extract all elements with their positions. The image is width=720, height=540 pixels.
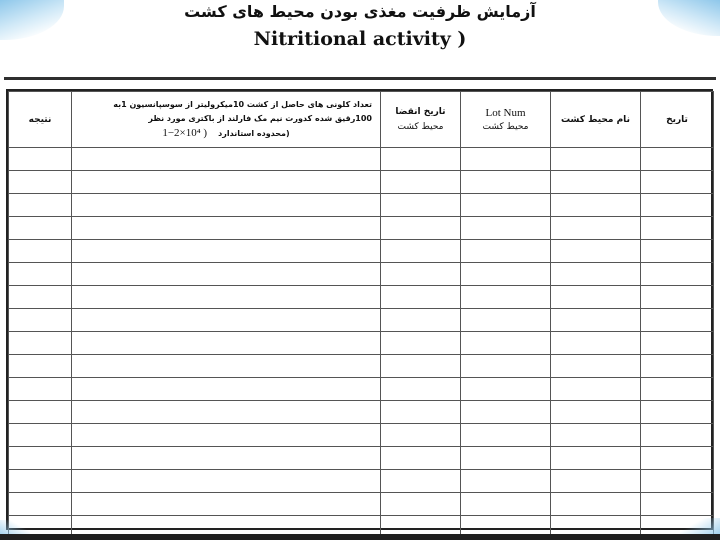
header-colony-range — [80, 126, 372, 141]
cell-colony-count[interactable] — [72, 194, 381, 217]
cell-result[interactable] — [9, 401, 72, 424]
cell-result[interactable] — [9, 378, 72, 401]
cell-lot-number[interactable] — [461, 355, 551, 378]
cell-colony-count[interactable] — [72, 240, 381, 263]
header-colony-line2: 100رقیق شده کدورت نیم مک فارلند از باکتری مورد نظر — [148, 114, 372, 123]
table-row — [9, 217, 714, 240]
cell-lot-number[interactable] — [461, 401, 551, 424]
table-row — [9, 424, 714, 447]
cell-colony-count[interactable] — [72, 309, 381, 332]
header-medium-name — [551, 92, 641, 148]
cell-lot-number[interactable] — [461, 470, 551, 493]
cell-medium-name[interactable] — [551, 286, 641, 309]
table-row — [9, 401, 714, 424]
cell-colony-count[interactable] — [72, 332, 381, 355]
table-row — [9, 286, 714, 309]
cell-date[interactable] — [641, 309, 714, 332]
cell-expiry-date[interactable] — [381, 240, 461, 263]
cell-lot-number[interactable] — [461, 447, 551, 470]
cell-result[interactable] — [9, 263, 72, 286]
cell-colony-count[interactable] — [72, 447, 381, 470]
header-colony-line1: تعداد کلونی های حاصل از کشت 10میکرولیتر از سوسپانسیون 1به — [113, 100, 372, 109]
table-row — [9, 332, 714, 355]
header-lot-line2: محیط کشت — [482, 121, 529, 132]
cell-medium-name[interactable] — [551, 401, 641, 424]
cell-expiry-date[interactable] — [381, 148, 461, 171]
cell-lot-number[interactable] — [461, 171, 551, 194]
cell-result[interactable] — [9, 217, 72, 240]
header-colony-count — [72, 92, 381, 148]
cell-date[interactable] — [641, 217, 714, 240]
form-table-frame — [6, 89, 713, 530]
cell-expiry-date[interactable] — [381, 286, 461, 309]
cell-expiry-date[interactable] — [381, 493, 461, 516]
cell-medium-name[interactable] — [551, 171, 641, 194]
cell-expiry-date[interactable] — [381, 447, 461, 470]
table-row — [9, 378, 714, 401]
cell-colony-count[interactable] — [72, 171, 381, 194]
cell-date[interactable] — [641, 355, 714, 378]
cell-expiry-date[interactable] — [381, 171, 461, 194]
nutritional-activity-table — [8, 91, 714, 539]
cell-date[interactable] — [641, 447, 714, 470]
cell-date[interactable] — [641, 148, 714, 171]
cell-colony-count[interactable] — [72, 470, 381, 493]
cell-date[interactable] — [641, 401, 714, 424]
cell-medium-name[interactable] — [551, 447, 641, 470]
cell-colony-count[interactable] — [72, 148, 381, 171]
table-row — [9, 309, 714, 332]
cell-expiry-date[interactable] — [381, 424, 461, 447]
cell-lot-number[interactable] — [461, 378, 551, 401]
cell-date[interactable] — [641, 332, 714, 355]
cell-medium-name[interactable] — [551, 309, 641, 332]
cell-lot-number[interactable] — [461, 332, 551, 355]
cell-date[interactable] — [641, 194, 714, 217]
cell-date[interactable] — [641, 470, 714, 493]
table-row — [9, 355, 714, 378]
cell-date[interactable] — [641, 240, 714, 263]
cell-result[interactable] — [9, 447, 72, 470]
cell-result[interactable] — [9, 194, 72, 217]
cell-medium-name[interactable] — [551, 332, 641, 355]
header-medium-name-label: نام محیط کشت — [561, 114, 630, 125]
cell-result[interactable] — [9, 286, 72, 309]
cell-lot-number[interactable] — [461, 309, 551, 332]
bottom-bar — [0, 534, 720, 540]
header-row — [9, 92, 714, 148]
cell-expiry-date[interactable] — [381, 470, 461, 493]
cell-lot-number[interactable] — [461, 240, 551, 263]
cell-result[interactable] — [9, 309, 72, 332]
table-row — [9, 447, 714, 470]
cell-result[interactable] — [9, 171, 72, 194]
cell-medium-name[interactable] — [551, 217, 641, 240]
header-lot-number — [461, 92, 551, 148]
cell-expiry-date[interactable] — [381, 401, 461, 424]
cell-medium-name[interactable] — [551, 240, 641, 263]
cell-medium-name[interactable] — [551, 263, 641, 286]
header-date — [641, 92, 714, 148]
cell-result[interactable] — [9, 493, 72, 516]
cell-colony-count[interactable] — [72, 355, 381, 378]
cell-colony-count[interactable] — [72, 493, 381, 516]
cell-colony-count[interactable] — [72, 401, 381, 424]
cell-medium-name[interactable] — [551, 355, 641, 378]
cell-medium-name[interactable] — [551, 378, 641, 401]
cell-medium-name[interactable] — [551, 493, 641, 516]
header-date-label: تاریخ — [666, 114, 688, 125]
cell-result[interactable] — [9, 240, 72, 263]
cell-date[interactable] — [641, 424, 714, 447]
cell-expiry-date[interactable] — [381, 332, 461, 355]
cell-expiry-date[interactable] — [381, 378, 461, 401]
cell-expiry-date[interactable] — [381, 194, 461, 217]
cell-colony-count[interactable] — [72, 424, 381, 447]
cell-colony-count[interactable] — [72, 263, 381, 286]
cell-medium-name[interactable] — [551, 148, 641, 171]
header-result — [9, 92, 72, 148]
table-row — [9, 263, 714, 286]
cell-lot-number[interactable] — [461, 148, 551, 171]
cell-result[interactable] — [9, 332, 72, 355]
cell-medium-name[interactable] — [551, 424, 641, 447]
cell-colony-count[interactable] — [72, 217, 381, 240]
header-colony-range-label: (محدوده استاندارد — [218, 129, 290, 138]
cell-expiry-date[interactable] — [381, 309, 461, 332]
cell-colony-count[interactable] — [72, 378, 381, 401]
cell-lot-number[interactable] — [461, 493, 551, 516]
title-persian: آزمایش ظرفیت مغذی بودن محیط های کشت — [184, 2, 536, 21]
cell-date[interactable] — [641, 378, 714, 401]
header-expiry-date — [381, 92, 461, 148]
cell-colony-count[interactable] — [72, 286, 381, 309]
title-english: Nitritional activity ) — [253, 28, 467, 50]
table-row — [9, 240, 714, 263]
cell-lot-number[interactable] — [461, 286, 551, 309]
cell-result[interactable] — [9, 148, 72, 171]
cell-date[interactable] — [641, 263, 714, 286]
cell-lot-number[interactable] — [461, 194, 551, 217]
header-expiry-line2: محیط کشت — [397, 121, 444, 132]
cell-lot-number[interactable] — [461, 424, 551, 447]
table-row — [9, 493, 714, 516]
header-colony-range-formula: 1−2×10⁴ ) — [162, 127, 207, 139]
cell-date[interactable] — [641, 286, 714, 309]
cell-medium-name[interactable] — [551, 470, 641, 493]
cell-result[interactable] — [9, 424, 72, 447]
table-row — [9, 171, 714, 194]
cell-result[interactable] — [9, 355, 72, 378]
header-result-label: نتیجه — [28, 114, 52, 125]
table-row — [9, 148, 714, 171]
cell-expiry-date[interactable] — [381, 355, 461, 378]
cell-date[interactable] — [641, 493, 714, 516]
header-expiry-line1: تاریخ انقضا — [395, 106, 446, 117]
header-lot-line1: Lot Num — [485, 106, 526, 119]
cell-lot-number[interactable] — [461, 263, 551, 286]
table-row — [9, 470, 714, 493]
cell-result[interactable] — [9, 470, 72, 493]
cell-date[interactable] — [641, 171, 714, 194]
table-row — [9, 194, 714, 217]
table-body — [9, 148, 714, 539]
cell-expiry-date[interactable] — [381, 263, 461, 286]
cell-lot-number[interactable] — [461, 217, 551, 240]
cell-medium-name[interactable] — [551, 194, 641, 217]
title-separator — [4, 77, 716, 80]
cell-expiry-date[interactable] — [381, 217, 461, 240]
